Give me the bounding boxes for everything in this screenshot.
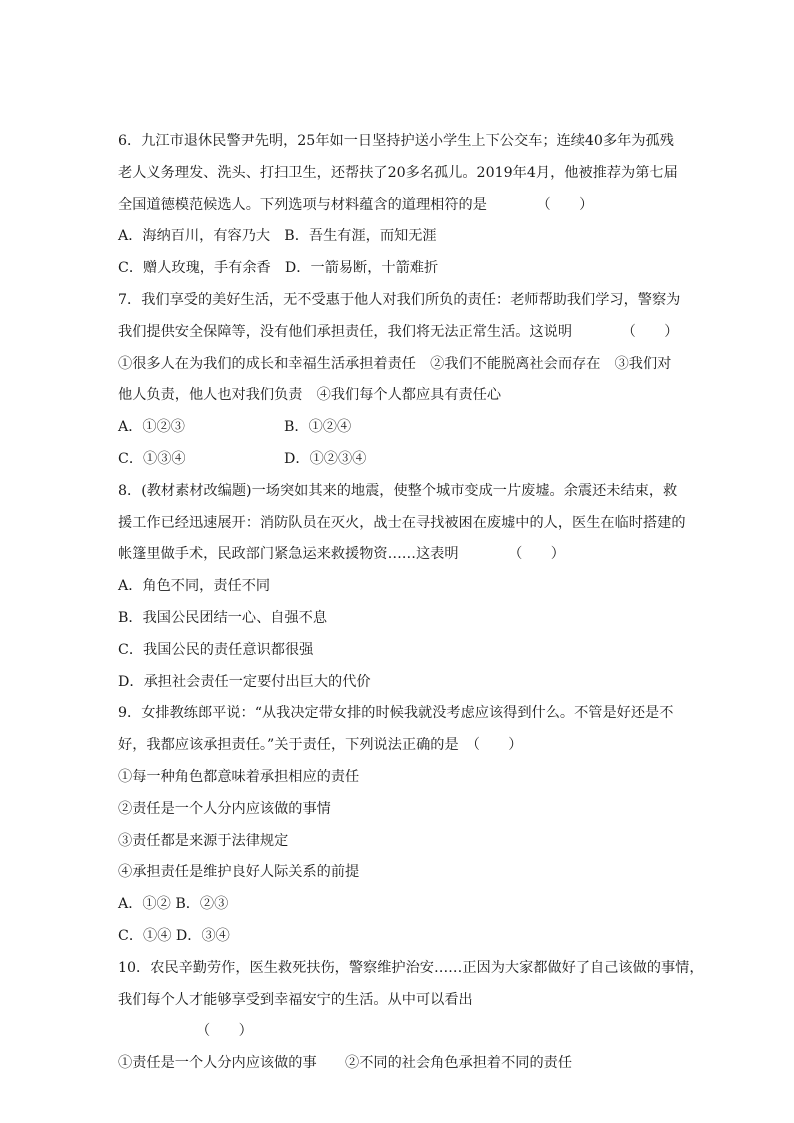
question-text: 8．(教材素材改编题)一场突如其来的地震，使整个城市变成一片废墟。余震还未结束，救 (118, 482, 678, 499)
exam-page (118, 126, 704, 1080)
statements: ①责任是一个人分内应该做的事 ②不同的社会角色承担着不同的责任 (118, 1055, 573, 1072)
question-7 (118, 285, 681, 476)
option-a: A．角色不同，责任不同 (118, 578, 271, 595)
statement-1: ①每一种角色都意味着承担相应的责任 (118, 768, 360, 785)
question-8 (118, 476, 686, 699)
option-row: C．赠人玫瑰，手有余香 D．一箭易断，十箭难折 (118, 260, 439, 277)
option-b: B．①②④ (284, 419, 352, 436)
question-text: 老人义务理发、洗头、打扫卫生，还帮扶了20多名孤儿。2019年4月，他被推荐为第七届 (118, 164, 678, 181)
question-text: 9．女排教练郎平说：“从我决定带女排的时候我就没考虑应该得到什么。不管是好还是不 (118, 705, 674, 722)
question-text: 帐篷里做手术，民政部门紧急运来救援物资……这表明 （ ） (118, 546, 565, 563)
question-text: 我们提供安全保障等，没有他们承担责任，我们将无法正常生活。这说明 （ ） (118, 323, 679, 340)
option-c: C．①③④ (118, 450, 186, 467)
question-text: 全国道德模范候选人。下列选项与材料蕴含的道理相符的是 （ ） (118, 196, 594, 213)
option-a: A．①②③ (118, 419, 185, 436)
question-text: 他人负责，他人也对我们负责 ④我们每个人都应具有责任心 (118, 387, 502, 404)
answer-bracket: （ ） (118, 1023, 253, 1040)
question-9 (118, 698, 678, 952)
option-row (118, 412, 678, 444)
question-10 (118, 953, 704, 1080)
statement-4: ④承担责任是维护良好人际关系的前提 (118, 864, 360, 881)
option-d: D．承担社会责任一定要付出巨大的代价 (118, 673, 371, 690)
question-text: 6．九江市退休民警尹先明，25年如一日坚持护送小学生上下公交车；连续40多年为孤残 (118, 133, 674, 149)
question-text: ①很多人在为我们的成长和幸福生活承担着责任 ②我们不能脱离社会而存在 ③我们对 (118, 355, 672, 372)
option-b: B．我国公民团结一心、自强不息 (118, 609, 328, 626)
question-text: 10．农民辛勤劳作，医生救死扶伤，警察维护治安……正因为大家都做好了自己该做的事情， (118, 959, 704, 976)
question-text: 好，我都应该承担责任。”关于责任，下列说法正确的是 （ ） (118, 737, 523, 754)
question-text: 我们每个人才能够享受到幸福安宁的生活。从中可以看出 (118, 991, 473, 1008)
option-c: C．我国公民的责任意识都很强 (118, 641, 314, 658)
question-text: 7．我们享受的美好生活，无不受惠于他人对我们所负的责任：老师帮助我们学习，警察为 (118, 291, 681, 308)
question-6 (118, 126, 678, 285)
option-row (118, 444, 678, 476)
option-row: A．海纳百川，有容乃大 B．吾生有涯，而知无涯 (118, 228, 437, 245)
option-row: A．①② B．②③ (118, 896, 229, 913)
option-d: D．①②③④ (284, 450, 367, 467)
statement-2: ②责任是一个人分内应该做的事情 (118, 800, 331, 817)
question-text: 援工作已经迅速展开：消防队员在灭火，战士在寻找被困在废墟中的人，医生在临时搭建的 (118, 514, 686, 531)
statement-3: ③责任都是来源于法律规定 (118, 832, 289, 849)
option-row: C．①④ D．③④ (118, 927, 230, 944)
